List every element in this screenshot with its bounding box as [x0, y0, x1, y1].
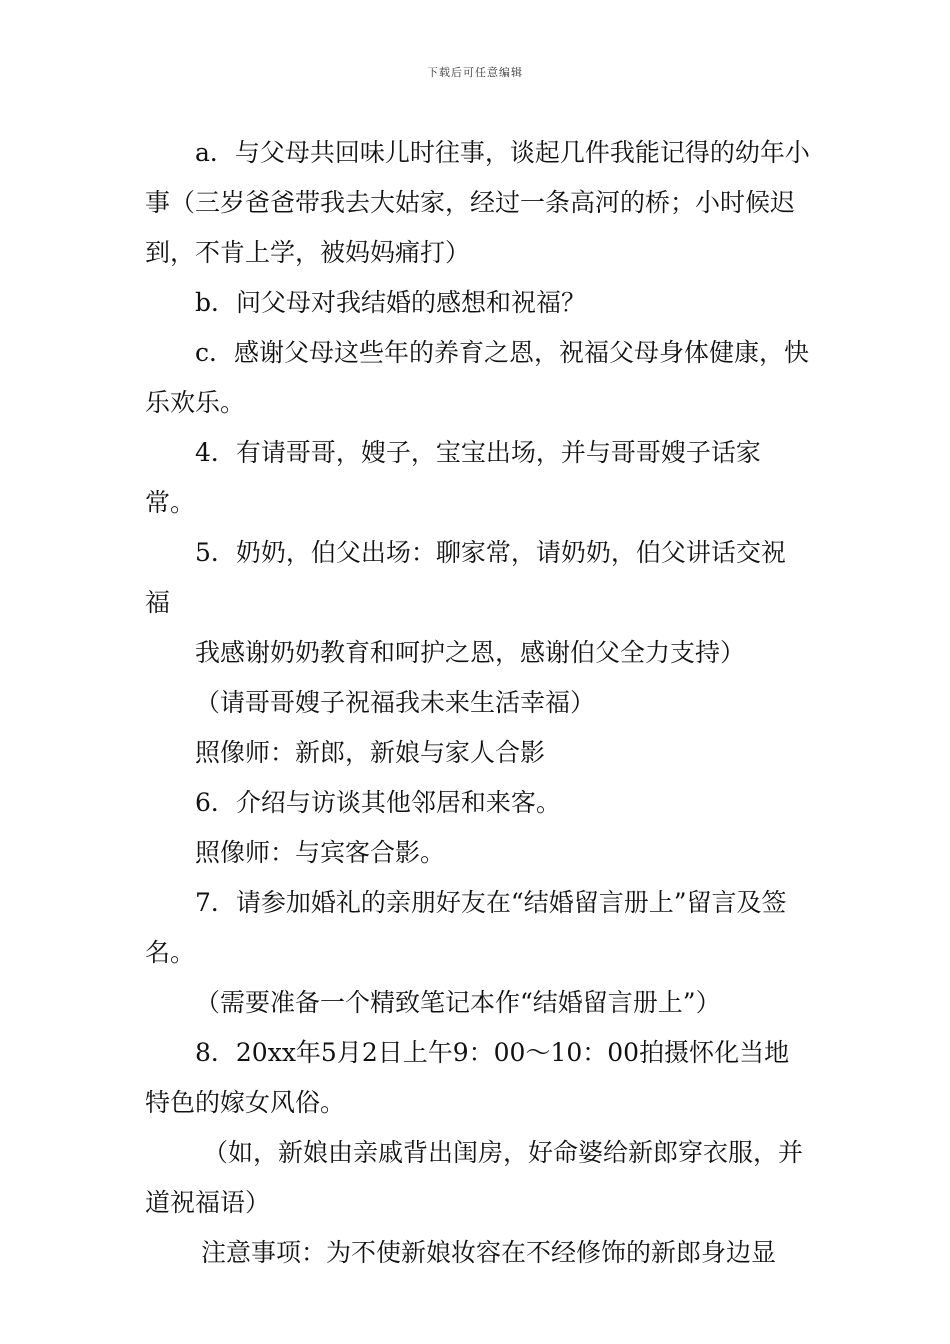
paragraph-notes: 注意事项：为不使新娘妆容在不经修饰的新郎身边显 — [201, 1238, 777, 1267]
paragraph-custom-example: （如，新娘由亲戚背出闺房，好命婆给新郎穿衣服，并道祝福语） — [145, 1138, 804, 1217]
paragraph-photo-family: 照像师：新郎，新娘与家人合影 — [195, 738, 546, 767]
paragraph-thanks: 我感谢奶奶教育和呵护之恩，感谢伯父全力支持） — [195, 638, 746, 667]
paragraph-8: 8．20xx年5月2日上午9：00～10：00拍摄怀化当地特色的嫁女风俗。 — [145, 1038, 790, 1117]
paragraph-4: 4．有请哥哥，嫂子，宝宝出场，并与哥哥嫂子话家常。 — [145, 438, 761, 517]
paragraph-notebook: （需要准备一个精致笔记本作“结婚留言册上”） — [195, 988, 721, 1017]
paragraph-5: 5．奶奶，伯父出场：聊家常，请奶奶，伯父讲话交祝福 — [145, 538, 786, 617]
paragraph-7: 7．请参加婚礼的亲朋好友在“结婚留言册上”留言及签名。 — [145, 888, 787, 967]
paragraph-a: a．与父母共回味儿时往事，谈起几件我能记得的幼年小事（三岁爸爸带我去大姑家，经过一条高河的桥；小时候迟到，不肯上学，被妈妈痛打） — [145, 138, 810, 267]
paragraph-b: b．问父母对我结婚的感想和祝福？ — [195, 288, 587, 317]
paragraph-brother-blessing: （请哥哥嫂子祝福我未来生活幸福） — [195, 688, 596, 717]
paragraph-6: 6．介绍与访谈其他邻居和来客。 — [195, 788, 561, 817]
paragraph-c: c．感谢父母这些年的养育之恩，祝福父母身体健康，快乐欢乐。 — [145, 338, 810, 417]
document-body — [145, 128, 810, 1278]
page-header: 下载后可任意编辑 — [427, 66, 523, 79]
paragraph-photo-guests: 照像师：与宾客合影。 — [195, 838, 446, 867]
